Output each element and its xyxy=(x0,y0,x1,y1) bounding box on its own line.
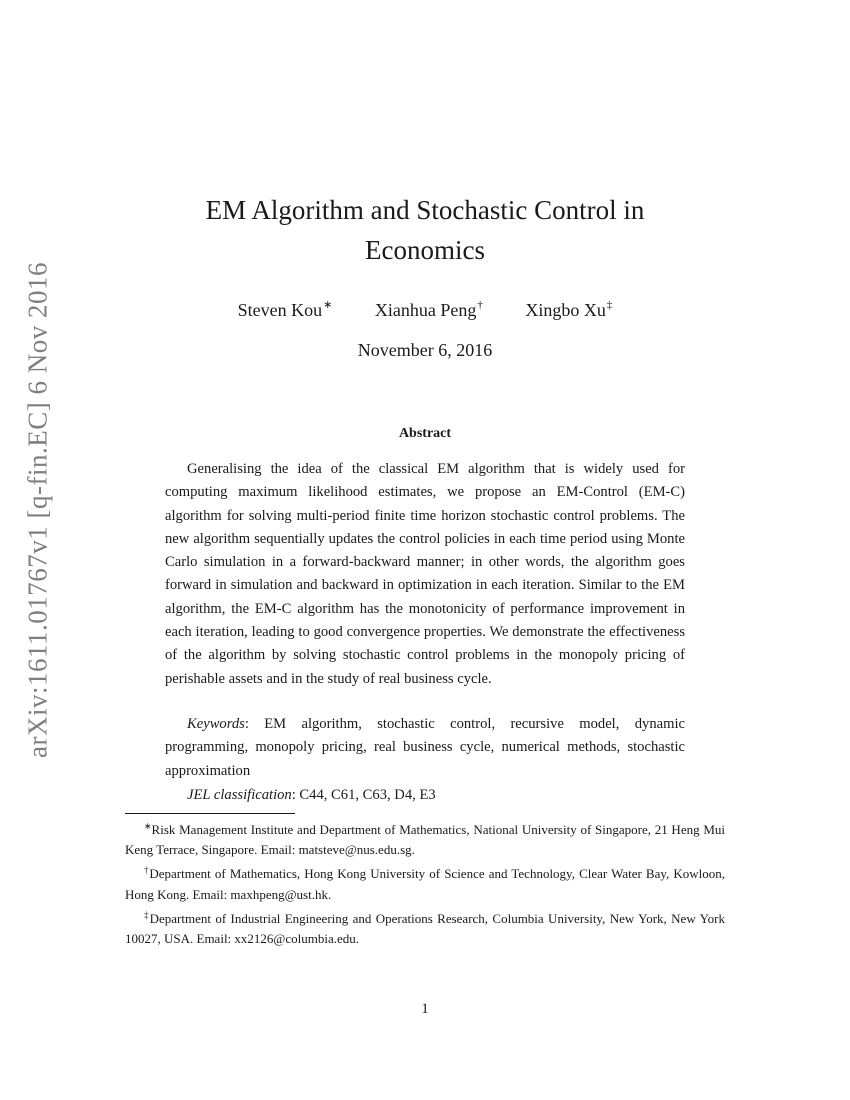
footnote-mark: ‡ xyxy=(144,909,150,920)
author-peng xyxy=(375,299,483,321)
footnote-text: Department of Industrial Engineering and Operations Research, Columbia University, New York, New York 10027, USA. Email: xx2126@columbia.edu. xyxy=(125,910,726,947)
author-name: Steven Kou xyxy=(237,300,323,320)
author-footnote-mark[interactable]: ∗ xyxy=(323,299,333,311)
author-kou xyxy=(238,298,333,321)
jel-codes: : C44, C61, C63, D4, E3 xyxy=(291,787,436,803)
jel-label: JEL classification xyxy=(187,787,292,803)
author-footnote-mark[interactable]: † xyxy=(477,299,483,311)
paper-date: November 6, 2016 xyxy=(357,340,493,360)
paper-title-line-1: EM Algorithm and Stochastic Control in xyxy=(205,195,645,225)
abstract-heading: Abstract xyxy=(398,426,452,441)
footnote-text: Risk Management Institute and Department of Mathematics, National University of Singapore, 21 Heng Mui Keng Terrace, Singapore. Email: matsteve@nus.edu.sg. xyxy=(125,822,725,858)
page-number: 1 xyxy=(421,1001,429,1017)
author-name: Xingbo Xu xyxy=(525,300,606,320)
footnote-mark: † xyxy=(144,865,150,876)
keywords-label: Keywords xyxy=(187,716,245,732)
author-list xyxy=(0,298,850,321)
footnote-xu xyxy=(125,905,725,949)
author-footnote-mark[interactable]: ‡ xyxy=(606,299,613,311)
author-name: Xianhua Peng xyxy=(374,300,477,320)
author-xu xyxy=(525,299,612,321)
keywords-paragraph xyxy=(165,713,685,783)
footnote-text: Department of Mathematics, Hong Kong University of Science and Technology, Clear Water Bay, Kowloon, Hong Kong. Email: maxhpeng@ust.hk. xyxy=(125,866,726,902)
paper-title xyxy=(0,190,850,270)
abstract-body: Generalising the idea of the classical EM algorithm that is widely used for computing maximum likelihood estimates, we propose an EM-Control (EM-C) algorithm for solving multi-period finite time horizon stochastic control problems. The new algorithm sequentially updates the control policies in each time period using Monte Carlo simulation in a forward-backward manner; in other words, the algorithm goes forward in simulation and backward in optimization in each iteration. Similar to the EM algorithm, the EM-C algorithm has the monotonicity of performance improvement in each iteration, leading to good convergence properties. We demonstrate the effectiveness of the algorithm by solving stochastic control problems in the monopoly pricing of perishable assets and in the study of real business cycle. xyxy=(165,461,685,687)
footnote-divider xyxy=(125,813,295,814)
jel-classification xyxy=(187,784,436,807)
arxiv-identifier-stamp: arXiv:1611.01767v1 [q-fin.EC] 6 Nov 2016 xyxy=(22,262,53,758)
paper-title-line-2: Economics xyxy=(365,235,485,265)
footnote-mark: ∗ xyxy=(144,821,152,831)
footnote-peng xyxy=(125,860,725,904)
footnote-kou xyxy=(125,816,725,860)
keywords-text: : EM algorithm, stochastic control, recursive model, dynamic programming, monopoly pricing, real business cycle, numerical methods, stochastic approximation xyxy=(165,716,685,779)
footnotes xyxy=(125,816,725,949)
